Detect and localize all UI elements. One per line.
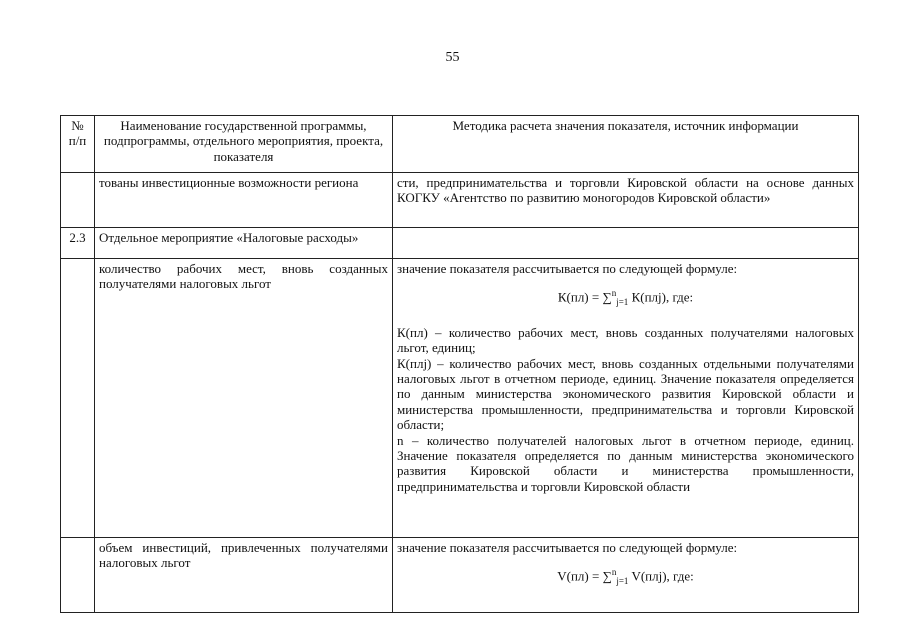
row-method: сти, предпринимательства и торговли Кировской области на основе данных КОГКУ «Агентство по развитию моногородов Кировской области»	[393, 173, 859, 228]
table-row	[61, 538, 859, 613]
indicator-table	[60, 115, 859, 613]
method-intro: значение показателя рассчитывается по следующей формуле:	[397, 540, 738, 555]
row-number: 2.3	[61, 228, 95, 259]
formula-left: V(пл) = ∑	[557, 568, 612, 584]
header-method: Методика расчета значения показателя, источник информации	[393, 116, 859, 173]
row-method	[393, 259, 859, 538]
row-method	[393, 538, 859, 613]
row-number	[61, 538, 95, 613]
formula-sub: j=1	[616, 297, 629, 308]
method-intro: значение показателя рассчитывается по следующей формуле:	[397, 261, 738, 276]
table-row	[61, 228, 859, 259]
row-name: объем инвестиций, привлеченных получателями налоговых льгот	[95, 538, 393, 613]
formula-left: К(пл) = ∑	[557, 289, 612, 305]
row-number	[61, 259, 95, 538]
formula	[397, 565, 854, 589]
table-row	[61, 173, 859, 228]
table-header-row	[61, 116, 859, 173]
row-name: тованы инвестиционные возможности региона	[95, 173, 393, 228]
formula-sub: j=1	[616, 576, 629, 587]
row-name: Отдельное мероприятие «Налоговые расходы»	[95, 228, 393, 259]
definition: К(плj) – количество рабочих мест, вновь созданных отдельными получателями налоговых льгот в отчетном периоде, единиц. Значение показателя определяется по данным министерства экономического развития Кировской области и министерства промышленности, предпринимательства и торговли Кировской области;	[397, 355, 854, 433]
row-method	[393, 228, 859, 259]
row-number	[61, 173, 95, 228]
formula	[397, 286, 854, 310]
header-number: № п/п	[61, 116, 95, 173]
formula-sup: n	[611, 288, 617, 299]
header-name: Наименование государственной программы, подпрограммы, отдельного мероприятия, проекта, показателя	[95, 116, 393, 173]
formula-sup: n	[611, 567, 617, 578]
page-number: 55	[445, 50, 460, 65]
table-row	[61, 259, 859, 538]
definition: n – количество получателей налоговых льгот в отчетном периоде, единиц. Значение показателя определяется по данным министерства экономического развития Кировской области и министерства промышленности, предпринимательства и торговли Кировской области	[397, 432, 854, 494]
formula-right: К(плj), где:	[631, 289, 694, 305]
definition: К(пл) – количество рабочих мест, вновь созданных получателями налоговых льгот, единиц;	[397, 324, 854, 356]
row-name: количество рабочих мест, вновь созданных получателями налоговых льгот	[95, 259, 393, 538]
formula-right: V(плj), где:	[631, 568, 694, 584]
